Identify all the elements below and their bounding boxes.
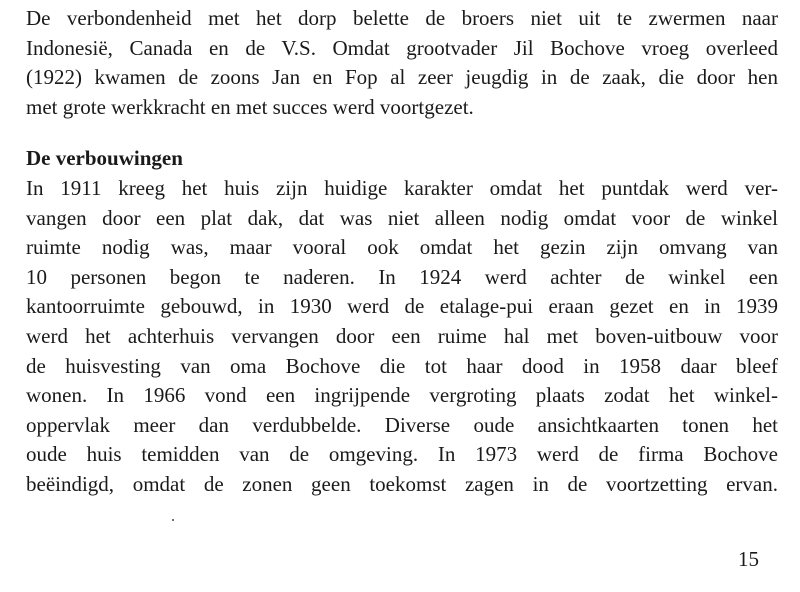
paragraph-line: met grote werkkracht en met succes werd voortgezet. <box>26 94 474 119</box>
paragraph-emigration <box>26 4 778 122</box>
paragraph-line: de huisvesting van oma Bochove die tot haar dood in 1958 daar bleef <box>26 353 778 378</box>
paragraph-line: beëindigd, omdat de zonen geen toekomst zagen in de voortzetting ervan. <box>26 471 778 496</box>
paragraph-line: In 1911 kreeg het huis zijn huidige karakter omdat het puntdak werd ver- <box>26 175 778 200</box>
document-page <box>26 4 778 500</box>
paragraph-line: wonen. In 1966 vond een ingrijpende vergroting plaats zodat het winkel- <box>26 383 778 408</box>
paragraph-spacer <box>26 122 778 144</box>
paragraph-line: ruimte nodig was, maar vooral ook omdat het gezin zijn omvang van <box>26 235 778 260</box>
page-number: 15 <box>738 547 759 571</box>
paragraph-renovations <box>26 174 778 500</box>
paragraph-line: werd het achterhuis vervangen door een ruime hal met boven-uitbouw voor <box>26 323 778 348</box>
paragraph-line: Indonesië, Canada en de V.S. Omdat grootvader Jil Bochove vroeg overleed <box>26 35 778 60</box>
paragraph-line: oppervlak meer dan verdubbelde. Diverse oude ansichtkaarten tonen het <box>26 412 778 437</box>
paragraph-line: oude huis temidden van de omgeving. In 1973 werd de firma Bochove <box>26 442 778 467</box>
paragraph-line: vangen door een plat dak, dat was niet alleen nodig omdat voor de winkel <box>26 205 778 230</box>
paragraph-line: 10 personen begon te naderen. In 1924 werd achter de winkel een <box>26 264 778 289</box>
paragraph-line: kantoorruimte gebouwd, in 1930 werd de etalage-pui eraan gezet en in 1939 <box>26 294 778 319</box>
paragraph-line: De verbondenheid met het dorp belette de broers niet uit te zwermen naar <box>26 6 778 30</box>
scan-speck <box>172 519 174 521</box>
section-heading: De verbouwingen <box>26 146 183 171</box>
paragraph-line: (1922) kwamen de zoons Jan en Fop al zeer jeugdig in de zaak, die door hen <box>26 65 778 90</box>
